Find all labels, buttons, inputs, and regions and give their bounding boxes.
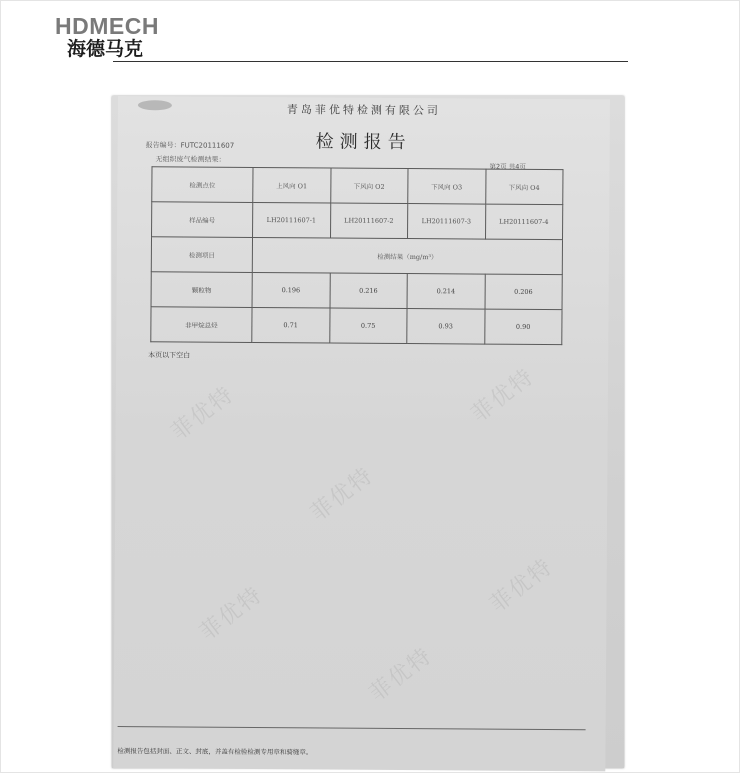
watermark: 菲优特 (485, 554, 558, 618)
table-row (151, 272, 562, 310)
table-cell: 0.71 (252, 307, 330, 343)
watermark: 菲优特 (467, 363, 540, 428)
table-cell: 非甲烷总烃 (151, 307, 252, 343)
blank-below-note: 本页以下空白 (148, 351, 191, 360)
brand-name-cn: 海德马克 (67, 38, 144, 60)
watermark: 菲优特 (365, 643, 438, 707)
table-cell: 检测项目 (151, 237, 252, 273)
table-cell: 颗粒物 (151, 272, 252, 308)
table-row (151, 307, 562, 345)
table-cell: 0.196 (252, 272, 330, 308)
page-info: 第2页 共4页 (489, 162, 526, 171)
table-cell: 下风向 O4 (485, 169, 563, 205)
table-cell: 下风向 O2 (330, 168, 408, 204)
footer-note: 检测报告包括封面、正文、封底，并盖有检验检测专用章和骑缝章。 (117, 747, 313, 757)
table-cell: LH20111607-2 (330, 203, 408, 239)
report-paper (113, 96, 610, 771)
table-cell: 0.206 (485, 274, 563, 310)
table-cell: LH20111607-4 (485, 204, 563, 240)
brand-name-en: HDMECH (55, 13, 159, 39)
table-cell: 0.90 (484, 309, 562, 345)
table-cell: 0.214 (407, 274, 485, 310)
table-cell: 上风向 O1 (253, 167, 331, 203)
header-divider (113, 61, 628, 62)
table-row (152, 167, 563, 205)
footer-divider (118, 726, 586, 730)
watermark: 菲优特 (166, 381, 240, 446)
table-cell: LH20111607-3 (408, 204, 486, 240)
table-cell: 样品编号 (152, 202, 253, 238)
company-name: 青岛菲优特检测有限公司 (286, 103, 441, 118)
scanned-report-image (112, 96, 624, 768)
results-table (150, 166, 563, 345)
table-cell: 下风向 O3 (408, 169, 486, 205)
table-cell: 0.93 (407, 309, 485, 345)
table-row (152, 202, 563, 240)
table-cell: 检测结果（mg/m³） (252, 237, 562, 274)
watermark: 菲优特 (195, 582, 268, 646)
brand-logo (55, 14, 159, 60)
section-title: 无组织废气检测结果： (155, 155, 226, 164)
table-cell: 0.75 (329, 308, 407, 344)
report-number: 报告编号：FUTC20111607 (145, 141, 235, 150)
table-cell: 检测点位 (152, 167, 253, 203)
table-cell: LH20111607-1 (253, 202, 331, 238)
watermark: 菲优特 (306, 462, 379, 527)
table-row (151, 237, 562, 275)
report-title: 检测报告 (315, 131, 412, 154)
table-cell: 0.216 (330, 273, 408, 309)
